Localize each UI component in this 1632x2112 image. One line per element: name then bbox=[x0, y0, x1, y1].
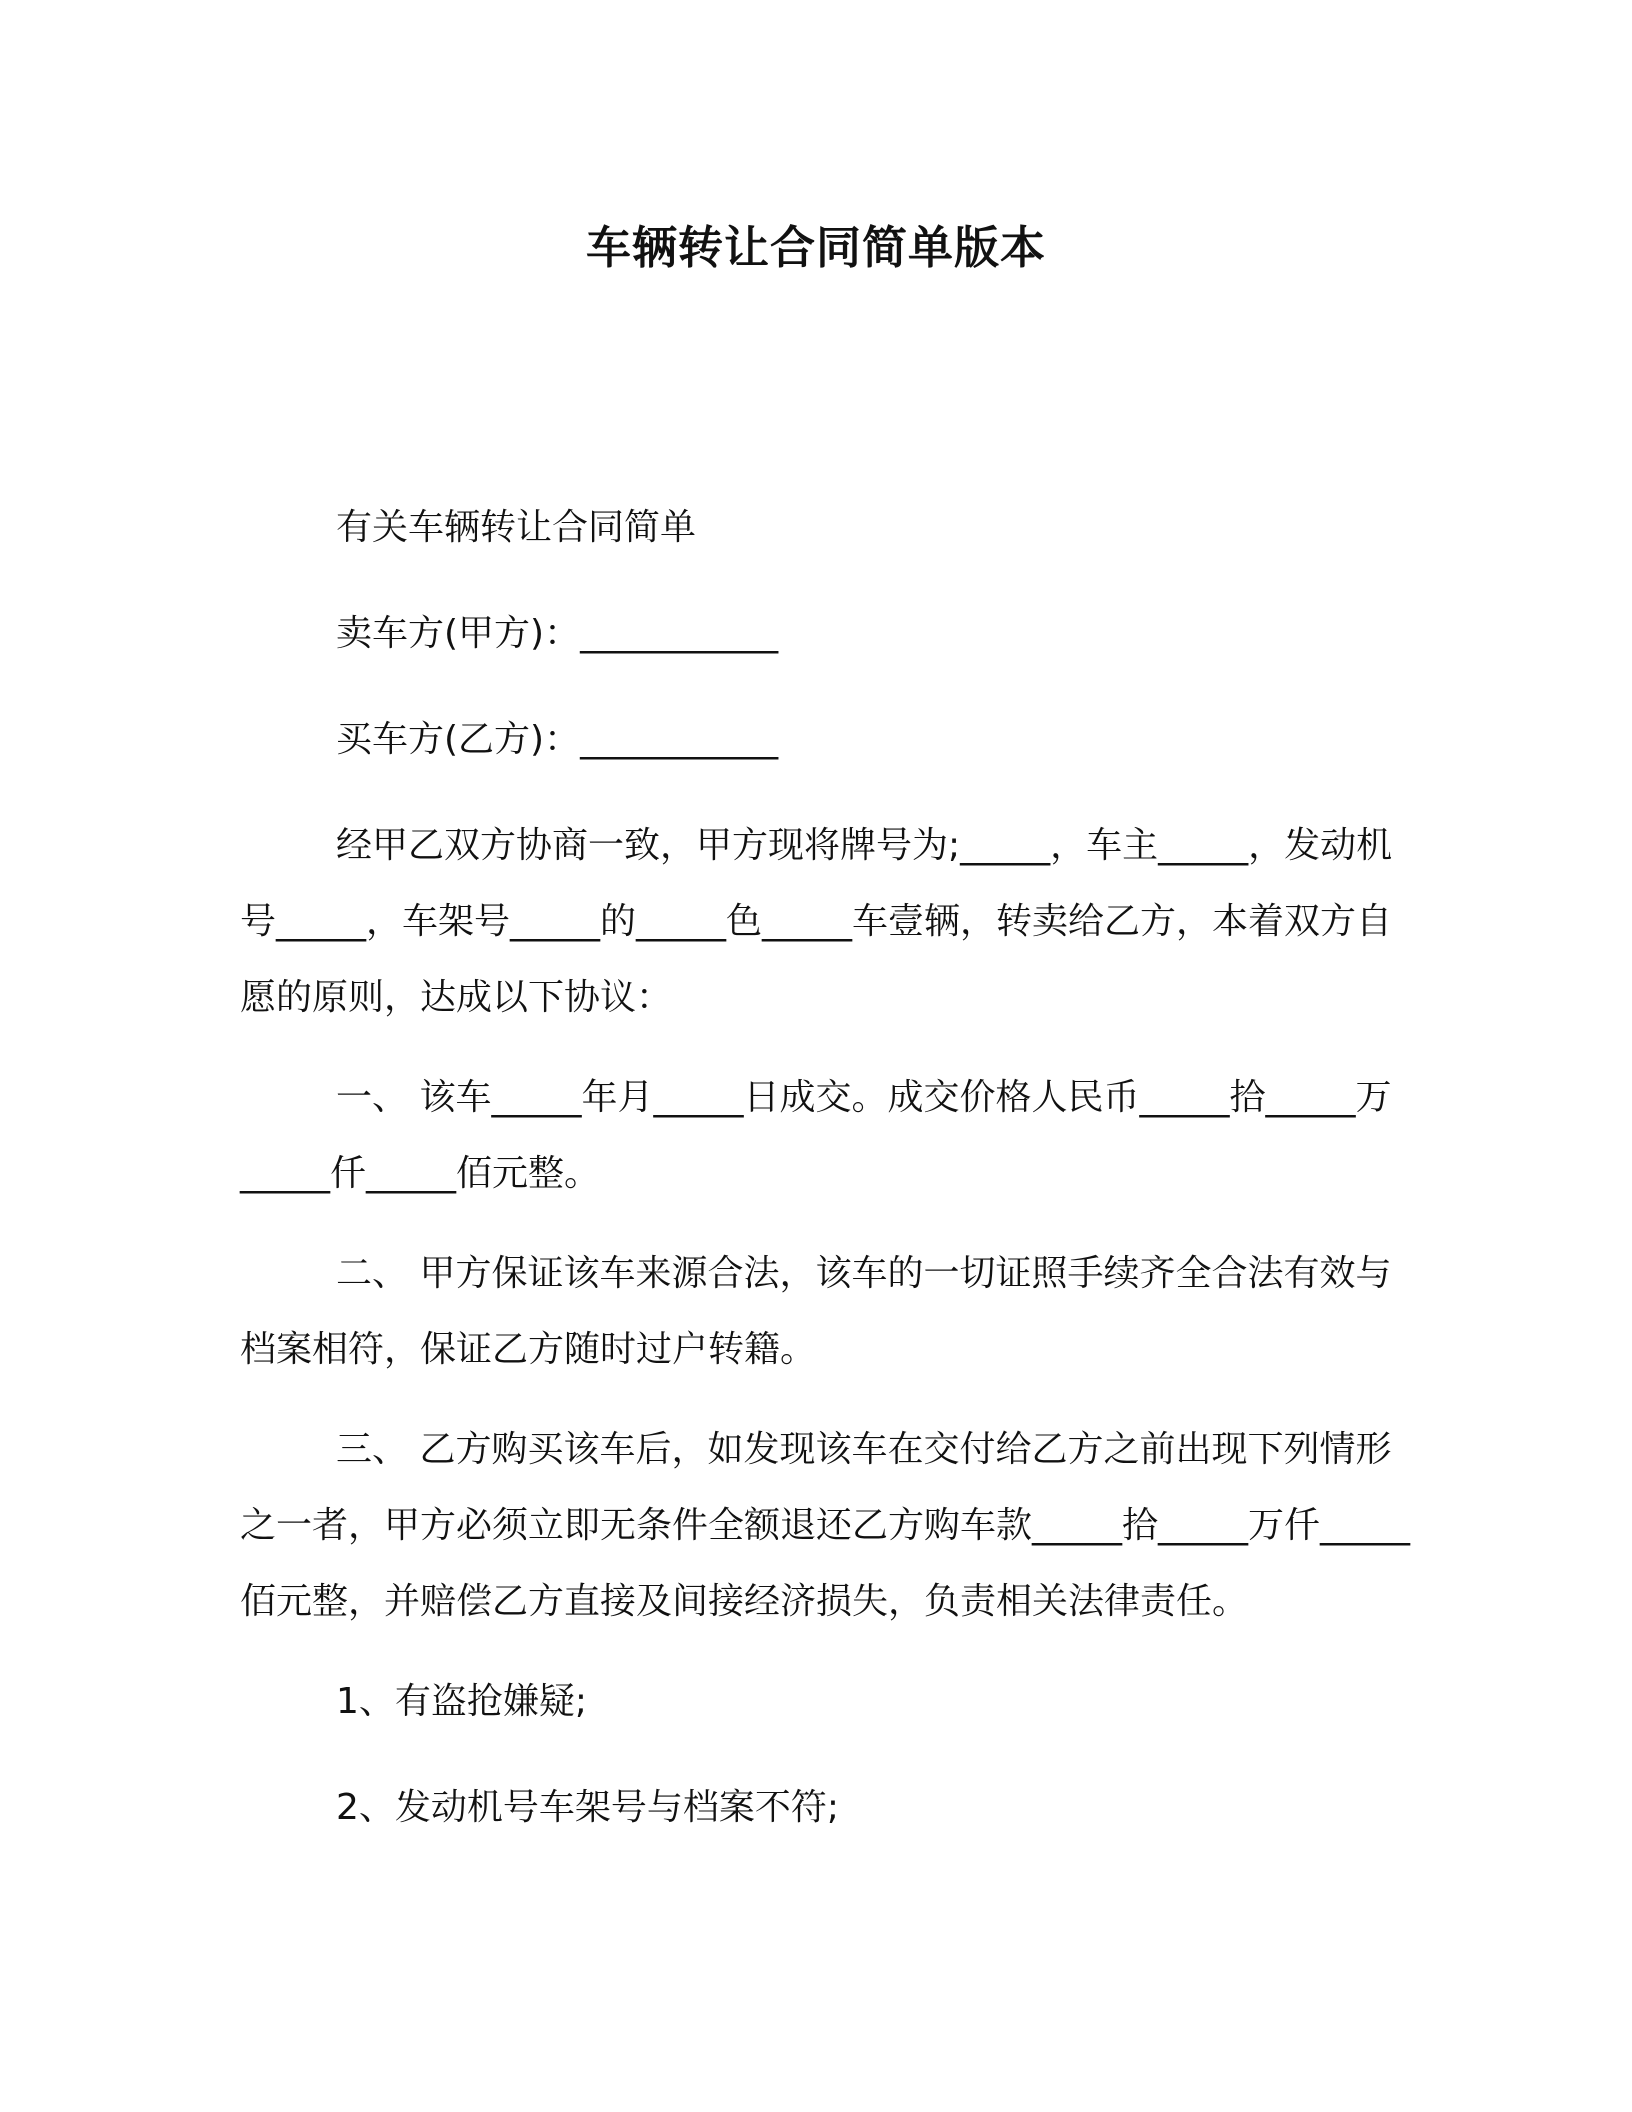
paragraph-item-2: 2、发动机号车架号与档案不符; bbox=[336, 1787, 840, 1828]
paragraph-seller: 卖车方(甲方)：___________ bbox=[336, 613, 779, 654]
paragraph-item-1: 1、有盗抢嫌疑; bbox=[336, 1681, 588, 1722]
paragraph-subtitle: 有关车辆转让合同简单 bbox=[336, 507, 697, 548]
paragraph-buyer: 买车方(乙方)：___________ bbox=[336, 719, 779, 760]
document-title: 车辆转让合同简单版本 bbox=[585, 221, 1046, 274]
document-body bbox=[240, 490, 1420, 1876]
paragraph-clause-1: 一、 该车_____年月_____日成交。成交价格人民币_____拾_____万_____仟_____佰元整。 bbox=[240, 1077, 1392, 1194]
paragraph-agreement-intro: 经甲乙双方协商一致，甲方现将牌号为;_____，车主_____，发动机号_____，车架号_____的_____色_____车壹辆，转卖给乙方，本着双方自愿的原则，达成以下协议： bbox=[240, 825, 1393, 1018]
paragraph-clause-2: 二、 甲方保证该车来源合法，该车的一切证照手续齐全合法有效与档案相符，保证乙方随时过户转籍。 bbox=[240, 1253, 1392, 1370]
paragraph-clause-3: 三、 乙方购买该车后，如发现该车在交付给乙方之前出现下列情形之一者，甲方必须立即无条件全额退还乙方购车款_____拾_____万仟_____佰元整，并赔偿乙方直接及间接经济损失，负责相关法律责任。 bbox=[240, 1429, 1411, 1622]
